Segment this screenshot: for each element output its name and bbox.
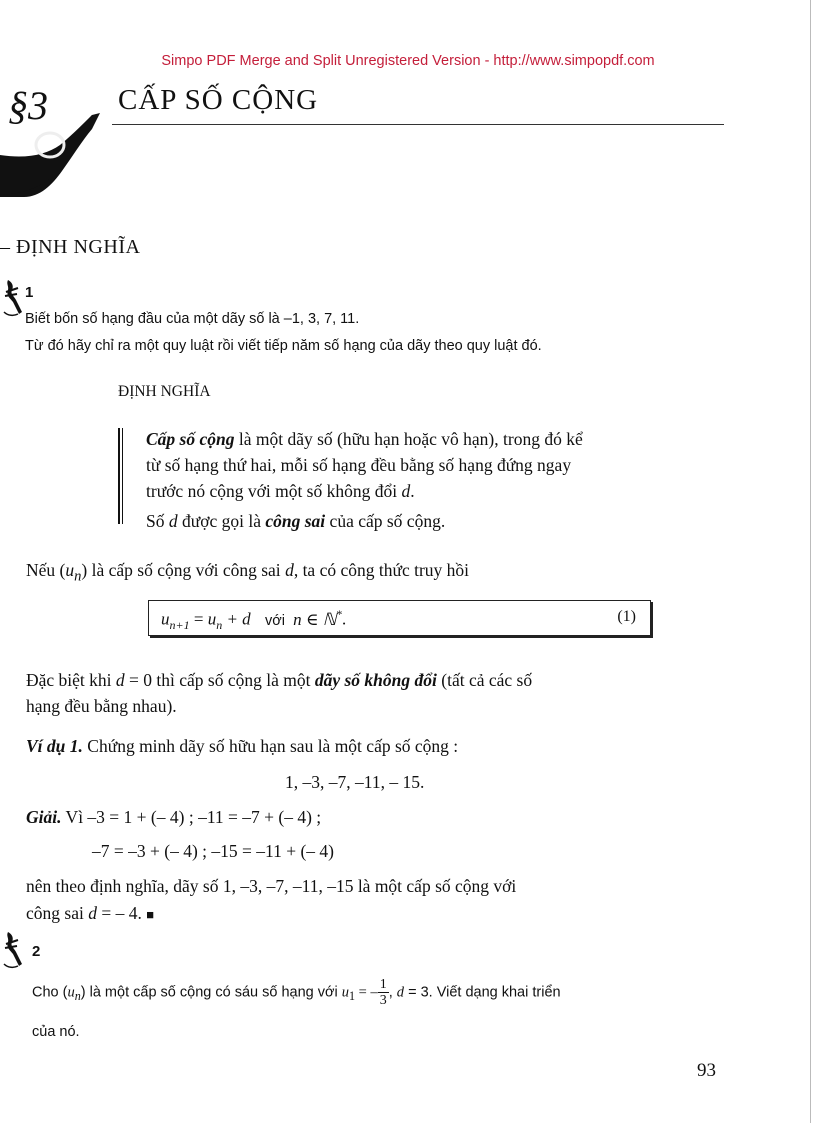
sub-n: n xyxy=(74,568,82,585)
definition-line: của cấp số cộng. xyxy=(325,511,446,531)
recurrence-intro xyxy=(26,557,469,590)
var-u: u xyxy=(67,984,75,1001)
var-u: u xyxy=(65,560,75,580)
formula-number: (1) xyxy=(617,608,636,625)
end-of-proof-icon: ■ xyxy=(146,907,155,922)
chapter-title: CẤP SỐ CỘNG xyxy=(118,84,319,116)
text: = – 4. xyxy=(96,903,147,923)
var-d: d xyxy=(88,903,97,923)
text: Nếu ( xyxy=(26,560,66,580)
set-naturals: n ∈ ℕ xyxy=(293,609,337,629)
definition-line: từ số hạng thứ hai, mỗi số hạng đều bằng số hạng đứng ngay xyxy=(146,455,572,475)
activity-number: 2 xyxy=(32,943,41,960)
equals: = xyxy=(189,609,208,629)
fraction-denominator: 3 xyxy=(379,993,387,1008)
text: Vì –3 = 1 + (– 4) ; –11 = –7 + (– 4) ; xyxy=(61,807,322,827)
punct: . xyxy=(342,609,347,629)
var-d: d xyxy=(396,984,405,1001)
text: ) là cấp số cộng với công sai xyxy=(81,560,286,580)
var-u: u xyxy=(161,609,170,629)
text: Đặc biệt khi xyxy=(26,670,116,690)
text: hạng đều bằng nhau). xyxy=(26,696,177,716)
text: , ta có công thức truy hồi xyxy=(293,560,470,580)
term-common-difference: công sai xyxy=(265,511,326,531)
definition-line: Số xyxy=(146,511,169,531)
fraction-numerator: 1 xyxy=(379,977,387,992)
term-constant-sequence: dãy số không đổi xyxy=(314,670,437,690)
text: , xyxy=(388,984,397,1001)
sub-n-plus-1: n+1 xyxy=(169,618,190,633)
activity-line: Biết bốn số hạng đầu của một dãy số là –1, 3, 7, 11. xyxy=(25,311,360,327)
var-d: d xyxy=(285,560,294,580)
term-arithmetic-progression: Cấp số cộng xyxy=(146,429,235,449)
pencil-hand-icon xyxy=(2,930,28,970)
chapter-ornament-icon xyxy=(0,85,112,197)
sub-n: n xyxy=(216,618,223,633)
definition-bar xyxy=(118,428,120,524)
solution-label: Giải. xyxy=(26,807,62,827)
equals: = – xyxy=(355,984,378,1001)
definition-bar xyxy=(122,428,123,524)
text: ) là một cấp số cộng có sáu số hạng với xyxy=(80,984,342,1001)
var-d: d xyxy=(115,670,125,690)
text: công sai xyxy=(26,903,89,923)
definition-line: trước nó cộng với một số không đổi xyxy=(146,481,402,501)
text: = 0 thì cấp số cộng là một xyxy=(124,670,315,690)
solution-line xyxy=(26,804,321,830)
punct: . xyxy=(410,481,415,501)
sub-1: 1 xyxy=(349,989,356,1004)
activity-line: của nó. xyxy=(32,1024,80,1040)
formula-box xyxy=(148,600,651,636)
activity-line xyxy=(32,977,561,1008)
var-d: d xyxy=(168,511,178,531)
var-u: u xyxy=(341,984,349,1001)
fraction xyxy=(378,977,389,1008)
word-with: với xyxy=(264,612,285,629)
text: Cho ( xyxy=(32,984,68,1001)
definition-text xyxy=(146,426,746,534)
star: * xyxy=(336,607,343,621)
formula-recurrence xyxy=(161,607,347,633)
text: (tất cả các số xyxy=(436,670,533,690)
solution-line: nên theo định nghĩa, dãy số 1, –3, –7, –11, –15 là một cấp số cộng với xyxy=(26,876,517,896)
definition-line: được gọi là xyxy=(177,511,266,531)
special-case xyxy=(26,667,746,719)
plus-d: + d xyxy=(222,609,251,629)
var-d: d xyxy=(401,481,411,501)
watermark-banner: Simpo PDF Merge and Split Unregistered Version - http://www.simpopdf.com xyxy=(161,53,655,69)
text: = 3. Viết dạng khai triển xyxy=(404,984,561,1001)
definition-line: là một dãy số (hữu hạn hoặc vô hạn), trong đó kể xyxy=(234,429,583,449)
page-number: 93 xyxy=(697,1060,716,1081)
activity-line: Từ đó hãy chỉ ra một quy luật rồi viết tiếp năm số hạng của dãy theo quy luật đó. xyxy=(25,338,542,354)
activity-number: 1 xyxy=(25,284,34,301)
definition-label: ĐỊNH NGHĨA xyxy=(118,383,211,400)
example-sequence: 1, –3, –7, –11, – 15. xyxy=(285,772,425,792)
section-heading: – ĐỊNH NGHĨA xyxy=(0,236,141,258)
page-edge-line xyxy=(810,0,811,1123)
example-heading xyxy=(26,733,458,759)
title-rule xyxy=(112,124,724,125)
solution-line xyxy=(26,900,154,928)
text: Chứng minh dãy số hữu hạn sau là một cấp số cộng : xyxy=(82,736,459,756)
chapter-section-glyph: §3 xyxy=(8,85,48,128)
example-label: Ví dụ 1. xyxy=(26,736,83,756)
sub-n: n xyxy=(74,989,81,1004)
solution-line: –7 = –3 + (– 4) ; –15 = –11 + (– 4) xyxy=(92,841,335,861)
var-u: u xyxy=(207,609,217,629)
